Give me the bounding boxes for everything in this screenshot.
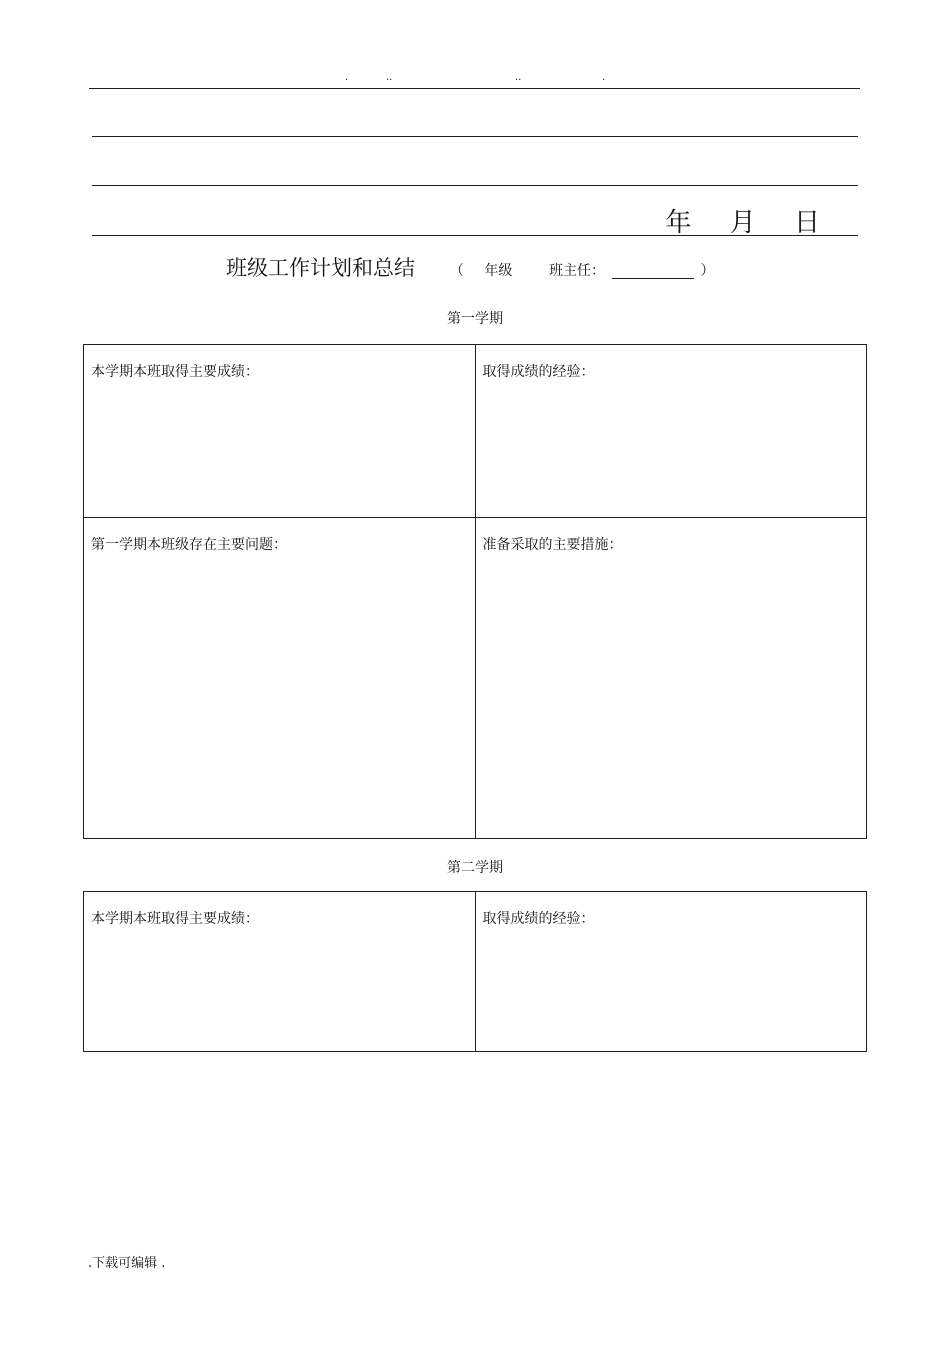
s1-measures-cell[interactable] (475, 518, 867, 839)
s1-problems-label: 第一学期本班级存在主要问题： (91, 537, 287, 553)
footer-note: .下载可编辑 . (88, 1256, 166, 1271)
paren-close: ） (700, 263, 715, 279)
blank-line-1 (92, 136, 858, 137)
date-year: 年 (665, 208, 692, 238)
teacher-label: 班主任： (549, 263, 606, 279)
semester-1-heading: 第一学期 (447, 311, 503, 327)
page-title: 班级工作计划和总结 (226, 256, 415, 280)
header-dots (0, 72, 950, 84)
semester-1-table (83, 344, 867, 839)
header-dot: . (345, 72, 349, 83)
s1-achievements-label: 本学期本班取得主要成绩： (91, 364, 259, 380)
s1-measures-label: 准备采取的主要措施： (482, 537, 623, 553)
semester-2-heading: 第二学期 (447, 860, 503, 876)
s1-problems-cell[interactable] (84, 518, 476, 839)
blank-line-2 (92, 185, 858, 186)
header-dot: .. (386, 72, 393, 83)
s1-achievements-cell[interactable] (84, 345, 476, 518)
s2-experience-cell[interactable] (475, 892, 867, 1052)
s1-experience-cell[interactable] (475, 345, 867, 518)
semester-2-table (83, 891, 867, 1052)
header-dot: . (602, 72, 606, 83)
header-dot: .. (515, 72, 522, 83)
s1-experience-label: 取得成绩的经验： (482, 364, 595, 380)
s2-experience-label: 取得成绩的经验： (482, 911, 595, 927)
date-day: 日 (793, 208, 820, 238)
header-rule (89, 88, 860, 89)
date-month: 月 (729, 208, 756, 238)
grade-label: 年级 (484, 263, 513, 279)
date-row (635, 202, 820, 239)
teacher-name-field[interactable] (612, 260, 694, 279)
title-row (226, 252, 714, 282)
s2-achievements-cell[interactable] (84, 892, 476, 1052)
s2-achievements-label: 本学期本班取得主要成绩： (91, 911, 259, 927)
paren-open: （ (449, 263, 464, 279)
